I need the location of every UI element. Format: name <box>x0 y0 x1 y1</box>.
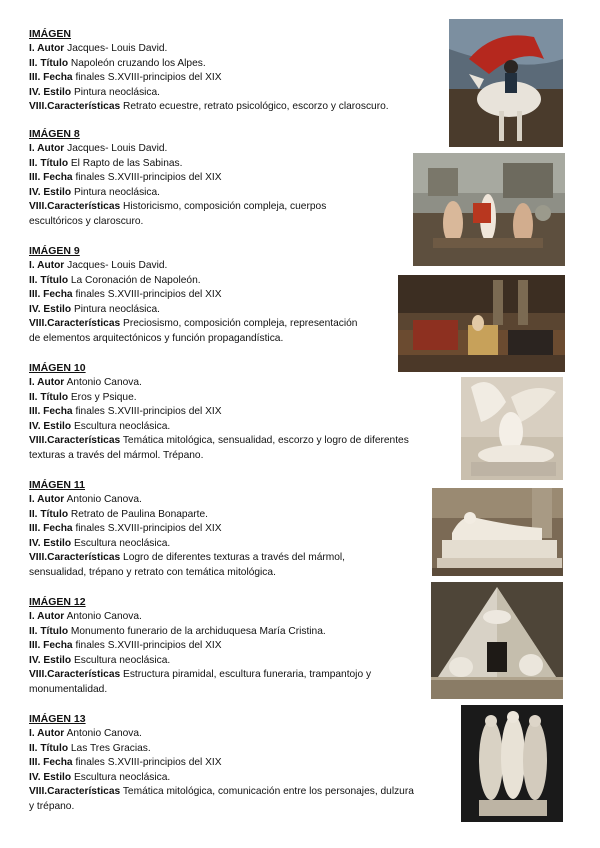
caract-line-2: texturas a través del mármol. Trépano. <box>29 449 204 461</box>
estilo-label: IV. Estilo <box>29 86 72 98</box>
fecha-label: III. Fecha <box>29 406 73 418</box>
caract-line <box>29 200 326 215</box>
autor-label: I. Autor <box>29 728 65 739</box>
three-graces-image <box>461 705 563 822</box>
caract-label: VIII.Características <box>29 318 121 330</box>
entry-heading: IMÁGEN 10 <box>29 362 86 374</box>
entry-heading: IMÁGEN 13 <box>29 713 86 725</box>
caract-label: VIII.Características <box>29 669 121 681</box>
fecha-line <box>29 756 414 771</box>
caract-label: VIII.Características <box>29 552 121 564</box>
caract-line-2: de elementos arquitectónicos y función propagandística. <box>29 332 284 344</box>
estilo-line <box>29 654 371 669</box>
caract-value: Retrato ecuestre, retrato psicológico, escorzo y claroscuro. <box>123 101 389 113</box>
fecha-line <box>29 288 357 303</box>
estilo-value: Escultura neoclásica. <box>73 420 171 432</box>
autor-value: Jacques- Louis David. <box>67 260 168 271</box>
fecha-value: finales S.XVIII-principios del XIX <box>75 72 222 84</box>
estilo-label: IV. Estilo <box>29 654 72 666</box>
napoleon-painting-image <box>449 19 563 147</box>
caract-value: Temática mitológica, comunicación entre los personajes, dulzura <box>122 786 414 798</box>
titulo-label: II. Título <box>29 742 69 754</box>
entry-imagen-8 <box>29 128 326 230</box>
entry-imagen-11 <box>29 479 345 581</box>
entry-heading: IMÁGEN <box>29 28 71 40</box>
fecha-value: finales S.XVIII-principios del XIX <box>75 406 222 418</box>
estilo-label: IV. Estilo <box>29 537 72 549</box>
titulo-label: II. Título <box>29 625 69 637</box>
autor-line <box>29 493 345 508</box>
estilo-value: Escultura neoclásica. <box>73 771 171 783</box>
titulo-line <box>29 625 371 640</box>
caract-line <box>29 317 357 332</box>
autor-label: I. Autor <box>29 43 65 54</box>
fecha-value: finales S.XVIII-principios del XIX <box>75 289 222 301</box>
caract-label: VIII.Características <box>29 101 121 113</box>
autor-label: I. Autor <box>29 260 65 271</box>
titulo-line <box>29 57 389 72</box>
fecha-value: finales S.XVIII-principios del XIX <box>75 523 222 535</box>
autor-value: Jacques- Louis David. <box>67 43 168 54</box>
titulo-label: II. Título <box>29 391 69 403</box>
autor-line <box>29 259 357 274</box>
autor-label: I. Autor <box>29 143 65 154</box>
sabine-painting-image <box>413 153 565 266</box>
autor-value: Jacques- Louis David. <box>67 143 168 154</box>
estilo-line <box>29 186 326 201</box>
autor-label: I. Autor <box>29 377 65 388</box>
titulo-label: II. Título <box>29 57 69 69</box>
titulo-value: La Coronación de Napoleón. <box>70 274 201 286</box>
entry-heading: IMÁGEN 12 <box>29 596 86 608</box>
estilo-value: Pintura neoclásica. <box>73 86 161 98</box>
fecha-line <box>29 405 409 420</box>
titulo-line <box>29 274 357 289</box>
titulo-value: Eros y Psique. <box>70 391 137 403</box>
estilo-label: IV. Estilo <box>29 303 72 315</box>
autor-value: Antonio Canova. <box>66 611 142 622</box>
titulo-value: El Rapto de las Sabinas. <box>70 157 183 169</box>
fecha-value: finales S.XVIII-principios del XIX <box>75 640 222 652</box>
fecha-label: III. Fecha <box>29 72 73 84</box>
autor-line <box>29 376 409 391</box>
titulo-value: Las Tres Gracias. <box>70 742 151 754</box>
caract-line-2: sensualidad, trépano y retrato con temática mitológica. <box>29 566 276 578</box>
titulo-value: Retrato de Paulina Bonaparte. <box>70 508 208 520</box>
titulo-line <box>29 157 326 172</box>
estilo-value: Escultura neoclásica. <box>73 537 171 549</box>
coronation-painting-image <box>398 275 565 372</box>
entry-imagen-12 <box>29 596 371 698</box>
entry-imagen-10 <box>29 362 409 464</box>
caract-label: VIII.Características <box>29 435 121 447</box>
maria-cristina-tomb-image <box>431 582 563 699</box>
estilo-value: Pintura neoclásica. <box>73 186 161 198</box>
paolina-bonaparte-image <box>432 488 563 576</box>
titulo-value: Monumento funerario de la archiduquesa María Cristina. <box>70 625 326 637</box>
fecha-label: III. Fecha <box>29 289 73 301</box>
fecha-line <box>29 639 371 654</box>
autor-label: I. Autor <box>29 494 65 505</box>
fecha-value: finales S.XVIII-principios del XIX <box>75 757 222 769</box>
autor-value: Antonio Canova. <box>66 728 142 739</box>
caract-line-2: escultóricos y claroscuro. <box>29 215 144 227</box>
autor-line <box>29 42 389 57</box>
autor-value: Antonio Canova. <box>66 494 142 505</box>
titulo-label: II. Título <box>29 508 69 520</box>
eros-psyche-image <box>461 377 563 480</box>
caract-line <box>29 668 371 683</box>
fecha-value: finales S.XVIII-principios del XIX <box>75 172 222 184</box>
titulo-line <box>29 742 414 757</box>
estilo-line <box>29 86 389 101</box>
caract-line <box>29 434 409 449</box>
titulo-value: Napoleón cruzando los Alpes. <box>70 57 206 69</box>
entry-heading: IMÁGEN 11 <box>29 479 86 491</box>
autor-value: Antonio Canova. <box>66 377 142 388</box>
caract-line-2: monumentalidad. <box>29 683 108 695</box>
estilo-label: IV. Estilo <box>29 186 72 198</box>
titulo-label: II. Título <box>29 274 69 286</box>
fecha-line <box>29 71 389 86</box>
estilo-line <box>29 537 345 552</box>
caract-label: VIII.Características <box>29 201 121 213</box>
estilo-label: IV. Estilo <box>29 420 72 432</box>
entry-heading: IMÁGEN 9 <box>29 245 80 257</box>
caract-value: Logro de diferentes texturas a través del mármol, <box>123 552 346 564</box>
caract-label: VIII.Características <box>29 786 121 798</box>
autor-label: I. Autor <box>29 611 65 622</box>
fecha-label: III. Fecha <box>29 640 73 652</box>
fecha-label: III. Fecha <box>29 757 73 769</box>
entry-heading: IMÁGEN 8 <box>29 128 80 140</box>
estilo-line <box>29 420 409 435</box>
fecha-label: III. Fecha <box>29 172 73 184</box>
autor-line <box>29 727 414 742</box>
caract-value: Historicismo, composición compleja, cuerpos <box>123 201 327 213</box>
entry-imagen-9 <box>29 245 357 347</box>
estilo-value: Pintura neoclásica. <box>73 303 161 315</box>
titulo-line <box>29 508 345 523</box>
entry-imagen-7 <box>29 28 389 115</box>
estilo-label: IV. Estilo <box>29 771 72 783</box>
autor-line <box>29 610 371 625</box>
fecha-label: III. Fecha <box>29 523 73 535</box>
caract-line <box>29 100 389 115</box>
titulo-label: II. Título <box>29 157 69 169</box>
estilo-line <box>29 303 357 318</box>
fecha-line <box>29 171 326 186</box>
caract-value: Estructura piramidal, escultura funeraria, trampantojo y <box>123 669 372 681</box>
caract-line-2: y trépano. <box>29 800 75 812</box>
caract-value: Temática mitológica, sensualidad, escorzo y logro de diferentes <box>122 435 409 447</box>
titulo-line <box>29 391 409 406</box>
estilo-line <box>29 771 414 786</box>
caract-value: Preciosismo, composición compleja, representación <box>123 318 358 330</box>
caract-line <box>29 551 345 566</box>
fecha-line <box>29 522 345 537</box>
entry-imagen-13 <box>29 713 414 815</box>
estilo-value: Escultura neoclásica. <box>73 654 171 666</box>
autor-line <box>29 142 326 157</box>
caract-line <box>29 785 414 800</box>
